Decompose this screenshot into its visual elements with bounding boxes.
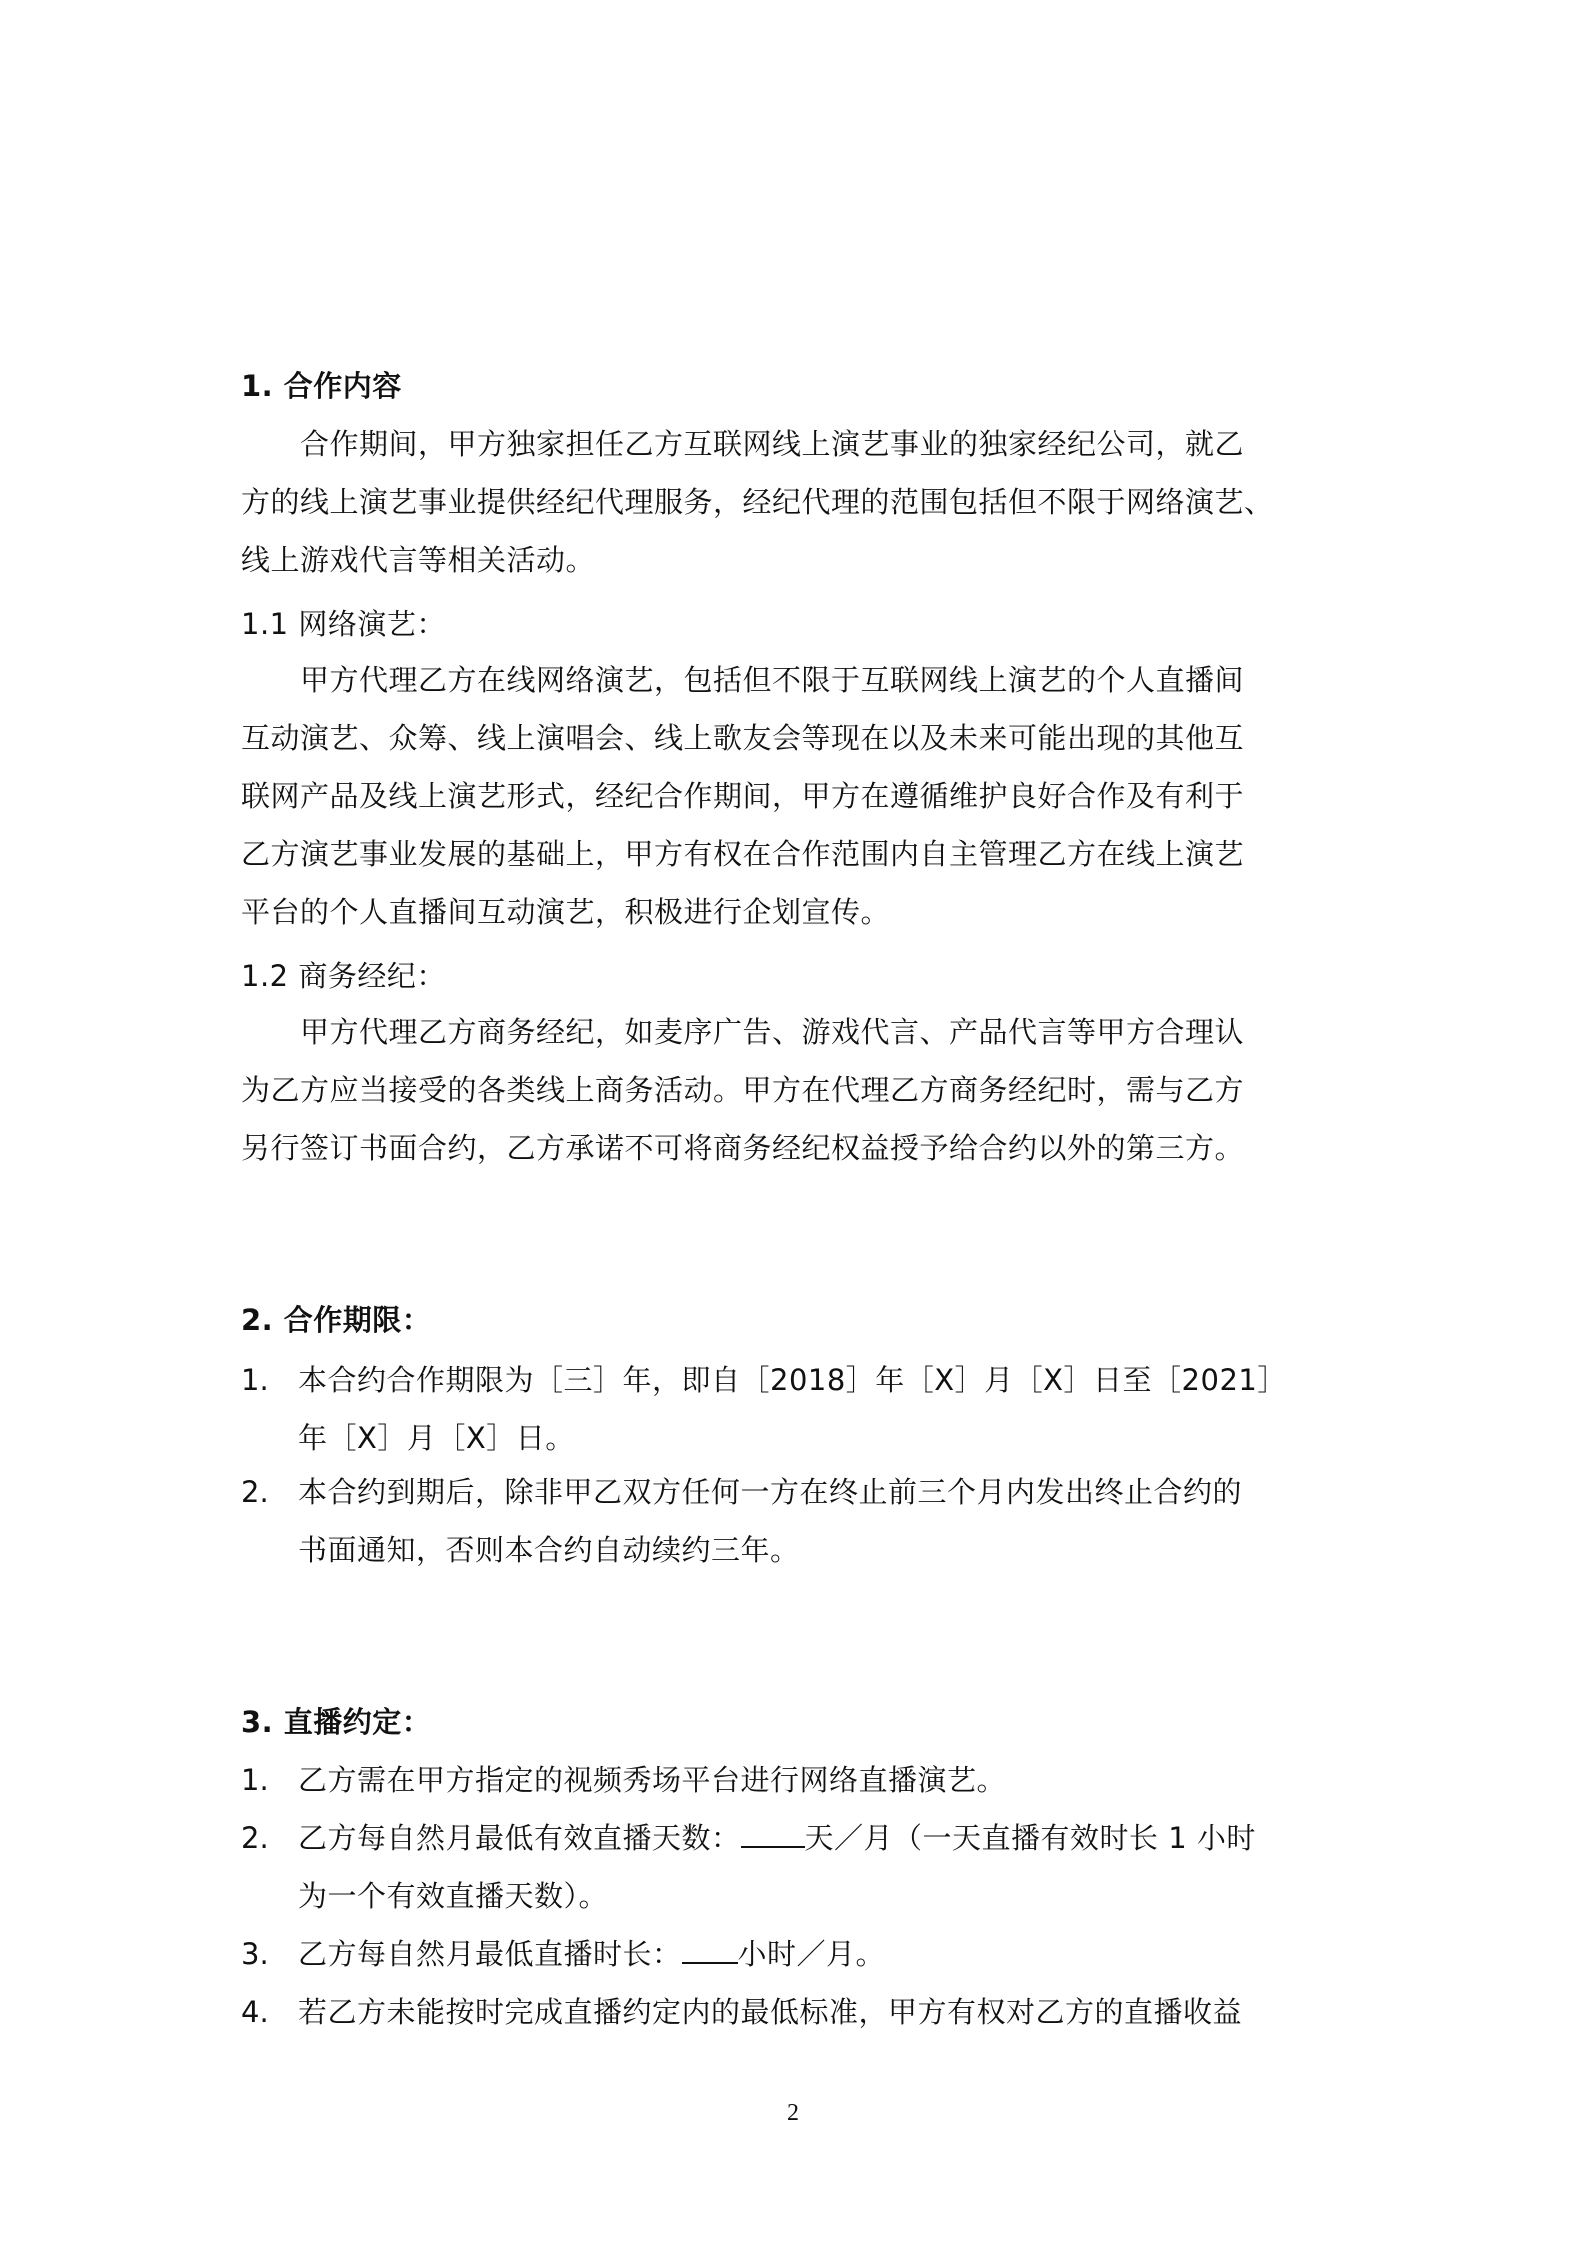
- subsection-1-2-line: 另行签订书面合约，乙方承诺不可将商务经纪权益授予给合约以外的第三方。: [241, 1131, 1245, 1165]
- page-number: 2: [787, 2100, 799, 2126]
- list-item-line: [298, 1818, 1256, 1858]
- list-item-text: 天／月（一天直播有效时长 1 小时: [804, 1821, 1256, 1855]
- list-item-text: 乙方每自然月最低有效直播天数：: [298, 1821, 741, 1855]
- subsection-1-1-line: 联网产品及线上演艺形式，经纪合作期间，甲方在遵循维护良好合作及有利于: [241, 779, 1245, 813]
- subsection-1-1-line: 乙方演艺事业发展的基础上，甲方有权在合作范围内自主管理乙方在线上演艺: [241, 837, 1245, 871]
- section-3-heading: 3. 直播约定：: [241, 1705, 432, 1739]
- list-item-line: 为一个有效直播天数）。: [298, 1879, 609, 1913]
- list-number: 1.: [241, 1763, 269, 1797]
- list-item-line: 书面通知，否则本合约自动续约三年。: [298, 1533, 800, 1567]
- subsection-1-2-line: 为乙方应当接受的各类线上商务活动。甲方在代理乙方商务经纪时，需与乙方: [241, 1073, 1245, 1107]
- subsection-1-1-line: 平台的个人直播间互动演艺，积极进行企划宣传。: [241, 895, 891, 929]
- list-number: 2.: [241, 1475, 269, 1509]
- list-item-text: 乙方每自然月最低直播时长：: [298, 1937, 682, 1971]
- list-number: 1.: [241, 1363, 269, 1397]
- subsection-1-2-line: 甲方代理乙方商务经纪，如麦序广告、游戏代言、产品代言等甲方合理认: [300, 1015, 1245, 1049]
- section-1-heading: 1. 合作内容: [241, 369, 402, 403]
- subsection-1-1-heading: 1.1 网络演艺：: [241, 607, 446, 641]
- fill-in-blank: [741, 1818, 805, 1848]
- section-1-paragraph-line: 合作期间，甲方独家担任乙方互联网线上演艺事业的独家经纪公司，就乙: [300, 427, 1245, 461]
- list-number: 2.: [241, 1821, 269, 1855]
- list-number: 3.: [241, 1937, 269, 1971]
- list-item-line: 乙方需在甲方指定的视频秀场平台进行网络直播演艺。: [298, 1763, 1007, 1797]
- subsection-1-1-line: 互动演艺、众筹、线上演唱会、线上歌友会等现在以及未来可能出现的其他互: [241, 721, 1245, 755]
- list-item-line: 本合约到期后，除非甲乙双方任何一方在终止前三个月内发出终止合约的: [298, 1475, 1243, 1509]
- list-item-line: 年［X］月［X］日。: [298, 1421, 575, 1455]
- subsection-1-2-heading: 1.2 商务经纪：: [241, 959, 446, 993]
- section-1-paragraph-line: 线上游戏代言等相关活动。: [241, 543, 596, 577]
- list-item-line: 若乙方未能按时完成直播约定内的最低标准，甲方有权对乙方的直播收益: [298, 1995, 1243, 2029]
- list-item-line: [298, 1934, 885, 1974]
- fill-in-blank: [682, 1934, 738, 1964]
- list-item-text: 小时／月。: [737, 1937, 886, 1971]
- section-2-heading: 2. 合作期限：: [241, 1303, 432, 1337]
- list-item-line: 本合约合作期限为［三］年，即自［2018］年［X］月［X］日至［2021］: [298, 1363, 1287, 1397]
- section-1-paragraph-line: 方的线上演艺事业提供经纪代理服务，经纪代理的范围包括但不限于网络演艺、: [241, 485, 1274, 519]
- list-number: 4.: [241, 1995, 269, 2029]
- subsection-1-1-line: 甲方代理乙方在线网络演艺，包括但不限于互联网线上演艺的个人直播间: [300, 663, 1245, 697]
